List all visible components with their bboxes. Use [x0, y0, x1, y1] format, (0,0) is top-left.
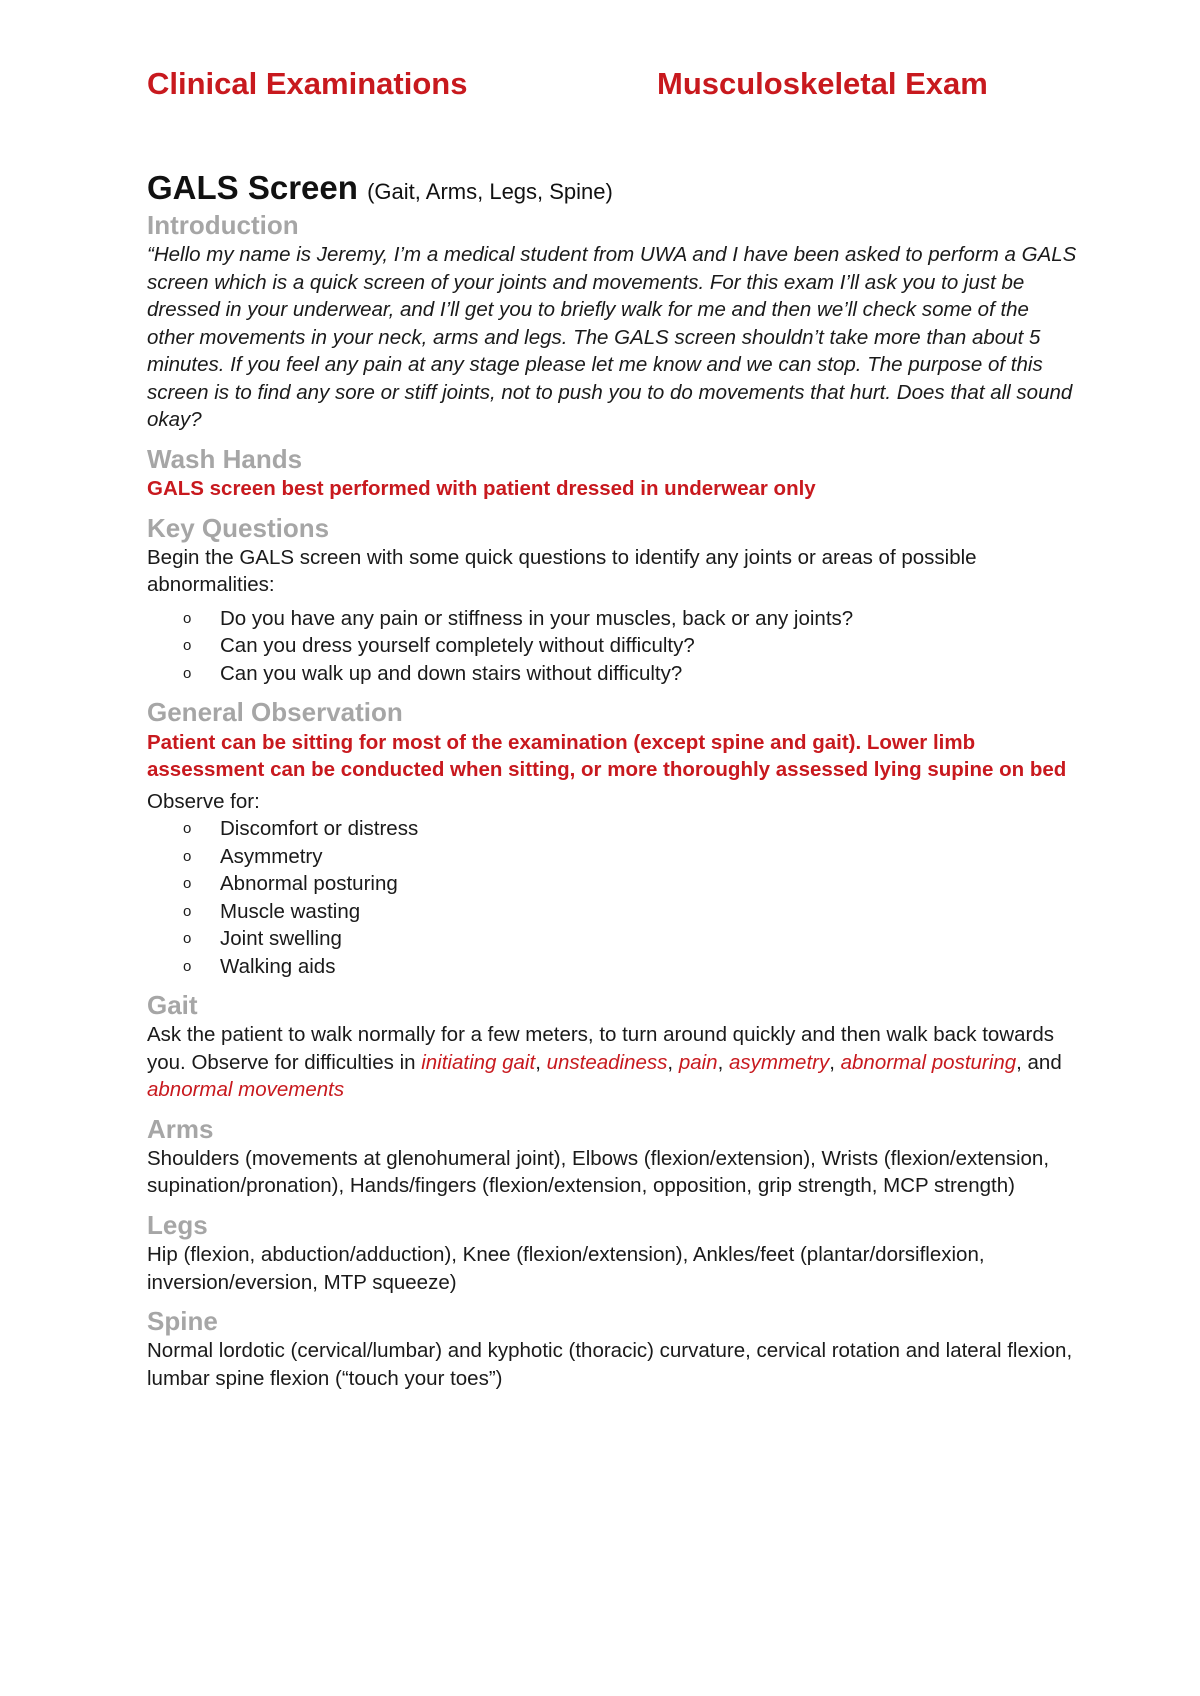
list-item: o Abnormal posturing — [220, 870, 1077, 898]
list-item: o Joint swelling — [220, 925, 1077, 953]
bullet-icon: o — [183, 820, 192, 838]
list-item: o Asymmetry — [220, 843, 1077, 871]
gait-term: pain — [678, 1050, 718, 1074]
section-gait — [147, 990, 1077, 1104]
introduction-text: “Hello my name is Jeremy, I’m a medical student from UWA and I have been asked to perform a GALS screen which is a quick screen of your joints and movements. For this exam I’ll ask you to just be dressed in your underwear, and I’ll get you to briefly walk for me and then we’ll check some of the other movements in your neck, arms and legs. The GALS screen shouldn’t take more than about 5 minutes. If you feel any pain at any stage please let me know and we can stop. The purpose of this screen is to find any sore or stiff joints, not to push you to do movements that hurt. Does that all sound okay? — [147, 243, 1077, 432]
document-page — [147, 66, 1077, 1392]
header-left-title: Clinical Examinations — [147, 66, 468, 101]
heading-legs: Legs — [147, 1209, 208, 1240]
title-main: GALS Screen — [147, 169, 358, 206]
section-introduction — [147, 210, 1077, 434]
header-right-title: Musculoskeletal Exam — [657, 66, 988, 101]
bullet-icon: o — [183, 847, 192, 865]
list-item: o Do you have any pain or stiffness in your muscles, back or any joints? — [220, 605, 1077, 633]
list-item: o Can you dress yourself completely without difficulty? — [220, 632, 1077, 660]
observe-label: Observe for: — [147, 789, 260, 813]
gait-term: abnormal movements — [147, 1078, 345, 1102]
title-sub: (Gait, Arms, Legs, Spine) — [367, 179, 613, 204]
heading-arms: Arms — [147, 1113, 214, 1144]
bullet-icon: o — [183, 637, 192, 655]
heading-introduction: Introduction — [147, 210, 299, 241]
gait-term: initiating gait — [421, 1050, 536, 1074]
spine-text: Normal lordotic (cervical/lumbar) and kyphotic (thoracic) curvature, cervical rotation and lateral flexion, lumbar spine flexion (“touch your toes”) — [147, 1339, 1073, 1390]
bullet-icon: o — [183, 930, 192, 948]
gait-term: unsteadiness — [546, 1050, 668, 1074]
heading-general-observation: General Observation — [147, 697, 403, 728]
heading-gait: Gait — [147, 990, 198, 1021]
arms-text: Shoulders (movements at glenohumeral joint), Elbows (flexion/extension), Wrists (flexion/extension, supination/pronation), Hands/fingers (flexion/extension, opposition, grip strength, MCP strength) — [147, 1146, 1050, 1198]
list-item: o Walking aids — [220, 953, 1077, 981]
bullet-icon: o — [183, 875, 192, 893]
section-key-questions — [147, 513, 1077, 688]
section-legs — [147, 1210, 1077, 1296]
bullet-icon: o — [183, 957, 192, 975]
heading-spine: Spine — [147, 1306, 218, 1337]
document-title — [147, 170, 1077, 206]
observation-list — [147, 815, 1077, 980]
section-spine — [147, 1306, 1077, 1392]
gait-term: abnormal posturing — [840, 1050, 1017, 1074]
key-questions-list — [147, 605, 1077, 688]
gait-term: asymmetry — [728, 1050, 830, 1074]
bullet-icon: o — [183, 664, 192, 682]
section-wash-hands — [147, 444, 1077, 503]
gait-text: Ask the patient to walk normally for a few meters, to turn around quickly and then walk back towards you. Observe for difficulties in initiating gait, unsteadiness, pain, asymmetry, abnormal posturing, and abnormal movements — [147, 1023, 1062, 1102]
key-questions-text: Begin the GALS screen with some quick questions to identify any joints or areas of possible abnormalities: — [147, 545, 977, 597]
section-arms — [147, 1114, 1077, 1200]
list-item: o Discomfort or distress — [220, 815, 1077, 843]
heading-key-questions: Key Questions — [147, 512, 330, 543]
heading-wash-hands: Wash Hands — [147, 443, 303, 474]
bullet-icon: o — [183, 609, 192, 627]
list-item: o Muscle wasting — [220, 898, 1077, 926]
list-item: o Can you walk up and down stairs without difficulty? — [220, 660, 1077, 688]
page-header — [147, 66, 1077, 116]
bullet-icon: o — [183, 902, 192, 920]
wash-hands-note: GALS screen best performed with patient dressed in underwear only — [147, 477, 816, 501]
section-general-observation — [147, 697, 1077, 980]
general-observation-note: Patient can be sitting for most of the examination (except spine and gait). Lower limb assessment can be conducted when sitting, or more thoroughly assessed lying supine on bed — [147, 730, 1067, 782]
legs-text: Hip (flexion, abduction/adduction), Knee (flexion/extension), Ankles/feet (plantar/dorsiflexion, inversion/eversion, MTP squeeze) — [147, 1243, 985, 1294]
